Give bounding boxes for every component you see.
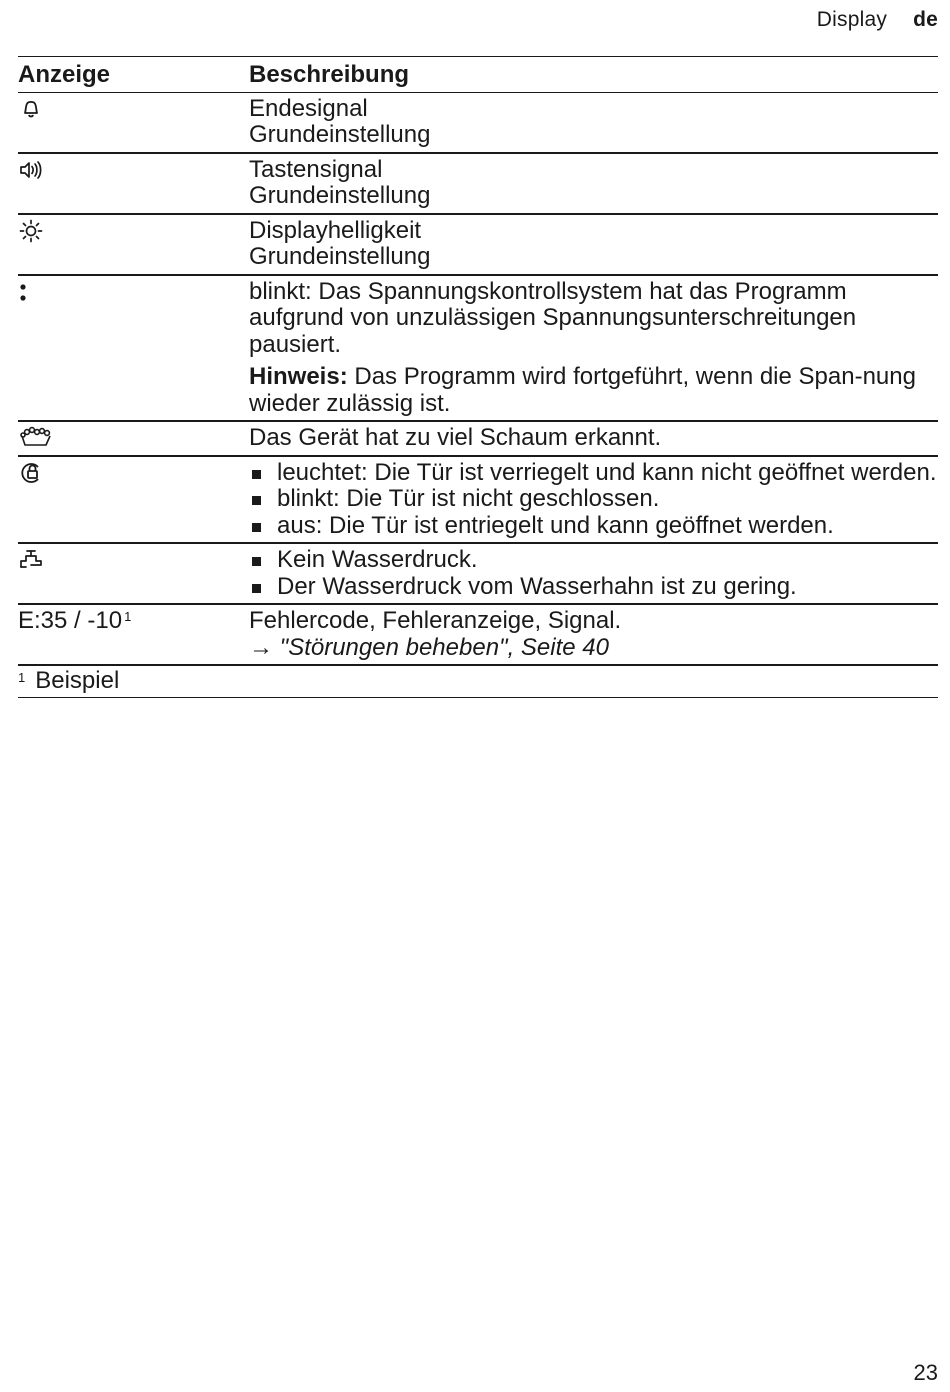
description-text: blinkt: Das Spannungskontrollsystem hat das Programm aufgrund von unzulässigen Spannungsunterschreitungen pausiert. bbox=[249, 277, 857, 358]
description-cell bbox=[249, 543, 938, 604]
language-code: de bbox=[913, 8, 938, 31]
colon-icon bbox=[18, 279, 44, 305]
display-cell bbox=[18, 153, 249, 214]
footnote-reference: 1 bbox=[124, 609, 132, 624]
table-row bbox=[18, 421, 938, 456]
list-item: Kein Wasserdruck. bbox=[249, 547, 938, 574]
display-table bbox=[18, 57, 938, 698]
key-sound-icon bbox=[18, 157, 44, 183]
description-line: Endesignal bbox=[249, 94, 368, 122]
note-paragraph bbox=[249, 364, 938, 417]
description-cell bbox=[249, 214, 938, 275]
table-row bbox=[18, 214, 938, 275]
description-line: Tastensignal bbox=[249, 155, 383, 183]
note-label: Hinweis: bbox=[249, 363, 348, 390]
footnote-text: Beispiel bbox=[35, 667, 120, 694]
list-item: blinkt: Die Tür ist nicht geschlossen. bbox=[249, 486, 938, 513]
description-cell bbox=[249, 456, 938, 544]
description-cell bbox=[249, 92, 938, 153]
table-row bbox=[18, 604, 938, 665]
table-row bbox=[18, 275, 938, 422]
foam-icon bbox=[18, 425, 54, 451]
table-row bbox=[18, 92, 938, 153]
footnote-mark: 1 bbox=[18, 670, 26, 685]
description-cell bbox=[249, 275, 938, 422]
tap-icon bbox=[18, 547, 44, 573]
table-header-row bbox=[18, 57, 938, 92]
cross-reference-link[interactable]: → "Störungen beheben", Seite 40 bbox=[249, 633, 609, 661]
description-line: Grundeinstellung bbox=[249, 243, 431, 270]
note-text: Das Programm wird fortgeführt, wenn die Span-nung wieder zulässig ist. bbox=[249, 363, 916, 417]
description-line: Grundeinstellung bbox=[249, 121, 431, 148]
display-cell bbox=[18, 543, 249, 604]
error-code: E:35 / -10 bbox=[18, 607, 123, 634]
display-cell bbox=[18, 92, 249, 153]
description-cell bbox=[249, 153, 938, 214]
bullet-list bbox=[249, 460, 938, 540]
description-text: Das Gerät hat zu viel Schaum erkannt. bbox=[249, 424, 662, 451]
brightness-icon bbox=[18, 218, 44, 244]
display-cell bbox=[18, 604, 249, 665]
display-cell bbox=[18, 275, 249, 422]
table-row bbox=[18, 456, 938, 544]
description-cell bbox=[249, 421, 938, 456]
display-cell bbox=[18, 214, 249, 275]
page-number: 23 bbox=[913, 1360, 938, 1385]
column-header-anzeige: Anzeige bbox=[18, 57, 249, 92]
list-item: leuchtet: Die Tür ist verriegelt und kann nicht geöffnet werden. bbox=[249, 460, 938, 487]
display-cell bbox=[18, 421, 249, 456]
table-row bbox=[18, 153, 938, 214]
description-line: Grundeinstellung bbox=[249, 182, 431, 209]
description-text: Fehlercode, Fehleranzeige, Signal. bbox=[249, 607, 622, 634]
page-header bbox=[817, 8, 938, 32]
display-cell bbox=[18, 456, 249, 544]
footnote-cell bbox=[18, 665, 938, 697]
description-line: Displayhelligkeit bbox=[249, 216, 422, 244]
bullet-list bbox=[249, 547, 938, 600]
footnote-row bbox=[18, 665, 938, 697]
bell-icon bbox=[18, 96, 44, 122]
description-cell bbox=[249, 604, 938, 665]
section-title: Display bbox=[816, 8, 888, 31]
door-lock-icon bbox=[18, 460, 44, 486]
list-item: aus: Die Tür ist entriegelt und kann geöffnet werden. bbox=[249, 513, 938, 540]
table-row bbox=[18, 543, 938, 604]
column-header-beschreibung: Beschreibung bbox=[249, 57, 938, 92]
list-item: Der Wasserdruck vom Wasserhahn ist zu gering. bbox=[249, 574, 938, 601]
